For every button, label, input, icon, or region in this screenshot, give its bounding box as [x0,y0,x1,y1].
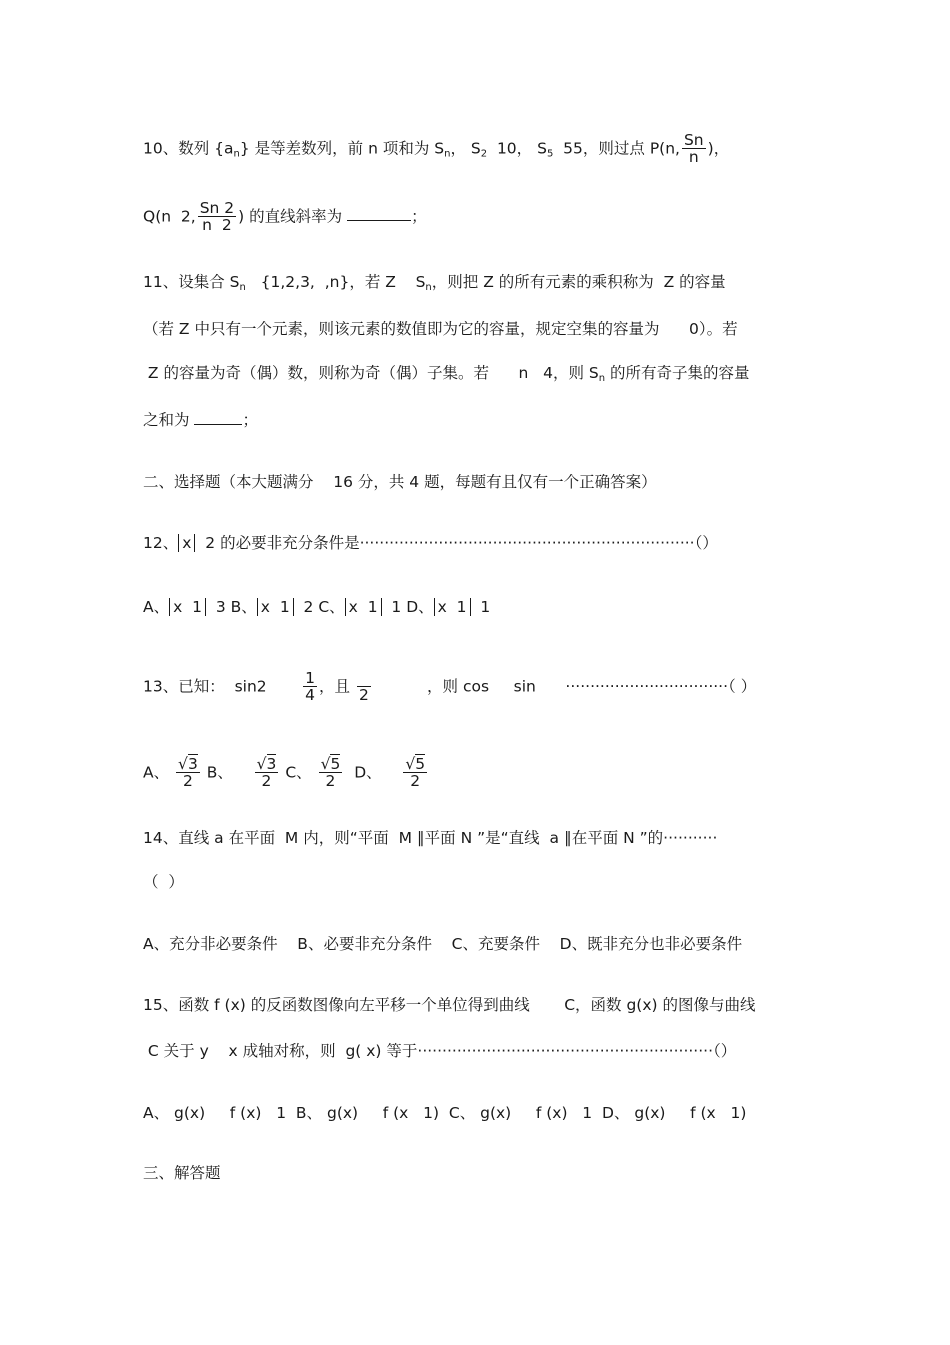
q13-options: A、 $\frac{√3}{2}$ B、 $\frac{√3}{2}$ C、 $\frac{√5}{2}$ D、 $\frac{√5}{2}$ [143,755,426,791]
q11-line4: 之和为 ； [143,411,258,429]
fraction-sn2-over-n2: $\frac{Sn 2}{n 2}$ [199,199,235,235]
answer-blank [194,410,242,425]
q12-stem: 12、 x 2 的必要非充分条件是····································································（） [143,534,718,552]
q12-options: A、 x 1 3 B、 x 1 2 C、 x 1 1 D、 x 1 1 [143,598,491,616]
fraction-one-quarter: $\frac{1}{4}$ [305,669,316,705]
fraction-sn-over-n: $\frac{Sn}{n}$ [683,131,704,167]
option-b-fraction: $\frac{√3}{2}$ [256,755,277,791]
q13-stem: 13、已知： sin2 $\frac{1}{4}$ ，且 2 ，则 cos sin ·································（ ） [143,669,757,705]
option-d-fraction: $\frac{√5}{2}$ [405,755,426,791]
q14-stem: 14、直线 a 在平面 M 内，则“平面 M ∥平面 N ”是“直线 a ∥在平面 N ”的··········· [143,829,718,847]
q11-line3: Z 的容量为奇（偶）数，则称为奇（偶）子集。若 n 4，则 $S_n$ 的所有奇子集的容量 [143,364,750,384]
q15-line2: C 关于 y x 成轴对称，则 g( x) 等于····························································（） [143,1042,737,1060]
q15-options: A、 g(x) f (x) 1 B、 g(x) f (x 1) C、 g(x) f (x) 1 D、 g(x) f (x 1) [143,1104,747,1122]
q10-line2: Q(n 2, $\frac{Sn 2}{n 2}$ ) 的直线斜率为 ； [143,199,427,235]
answer-blank [347,206,411,221]
option-a-fraction: $\frac{√3}{2}$ [178,755,198,791]
q11-line1: 11、设集合 $S_n$ {1,2,3, ,n}，若 Z $S_n$，则把 Z 的所有元素的乘积称为 Z 的容量 [143,273,726,293]
option-c-fraction: $\frac{√5}{2}$ [320,755,341,791]
q11-line2: （若 Z 中只有一个元素，则该元素的数值即为它的容量，规定空集的容量为 0）。若 [143,320,738,338]
section-2-heading: 二、选择题（本大题满分 16 分，共 4 题，每题有且仅有一个正确答案） [143,473,657,491]
q15-line1: 15、函数 f (x) 的反函数图像向左平移一个单位得到曲线 C，函数 g(x) 的图像与曲线 [143,996,756,1014]
q14-options: A、充分非必要条件 B、必要非充分条件 C、充要条件 D、既非充分也非必要条件 [143,935,743,953]
q14-answer-parens: （ ） [143,873,184,891]
fraction-over-two: 2 [357,670,371,704]
section-3-heading: 三、解答题 [143,1164,221,1182]
q10-line1: 10、数列 $\{a_n\}$ 是等差数列，前 n 项和为 $S_n$， $S_2$ 10， $S_5$ 55，则过点 P(n, $\frac{Sn}{n}$ )， [143,131,730,167]
